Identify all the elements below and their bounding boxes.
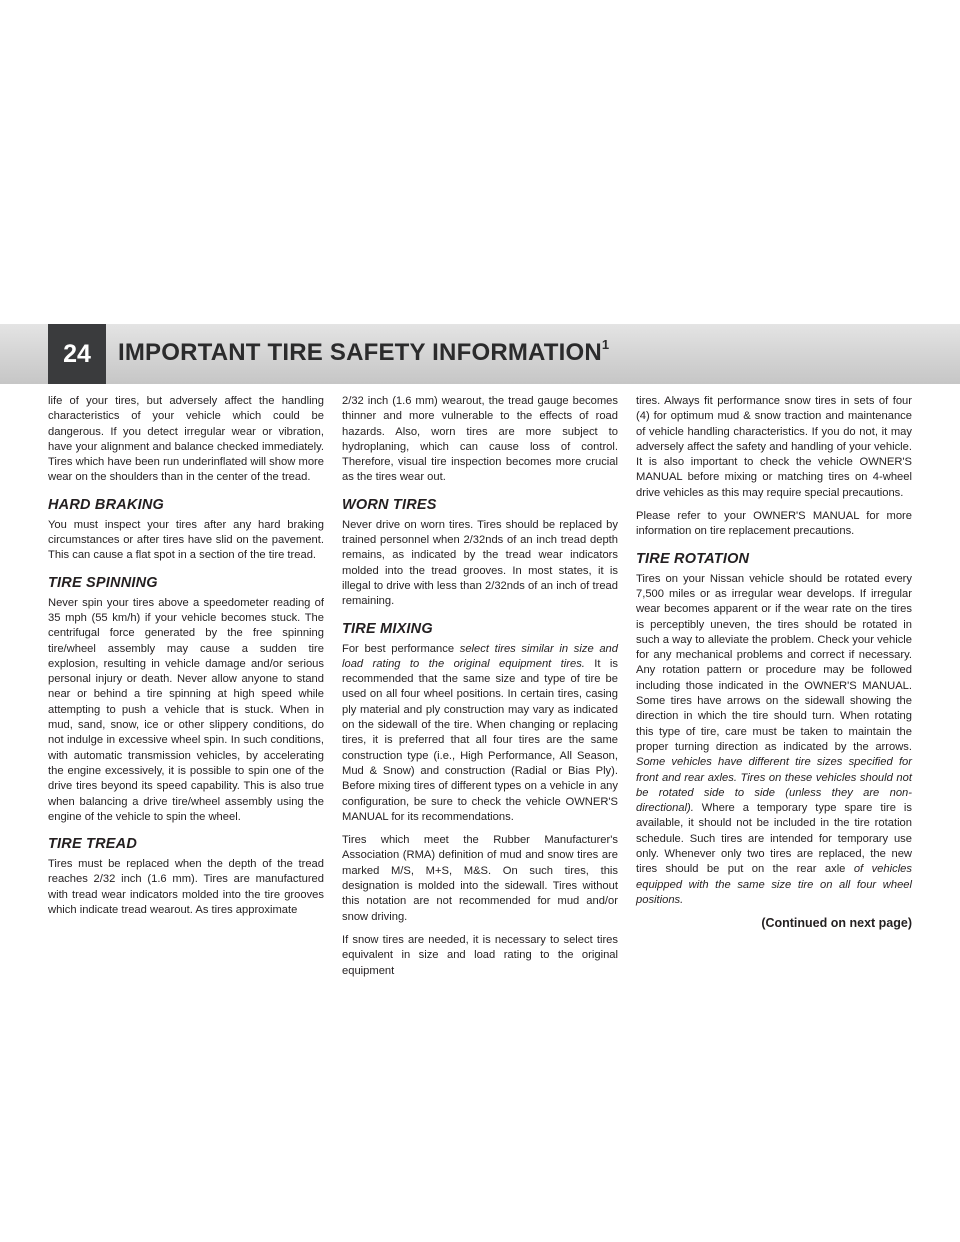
column-2	[342, 394, 618, 987]
tire-mixing-paragraph	[342, 642, 618, 826]
page-title	[118, 339, 609, 367]
tire-mixing-emphasis: select tires similar in size and load rating to the original equipment tires.	[342, 642, 618, 670]
heading-worn-tires: WORN TIRES	[342, 496, 437, 513]
tire-spinning-paragraph: Never spin your tires above a speedometer reading of 35 mph (55 km/h) if your vehicle becomes stuck. The centrifugal force generated by the free spinning tire/wheel assembly may cause a sudden tire explosion, resulting in vehicle damage and/or serious personal injury or death. Never allow anyone to stand near or behind a tire spinning at high speed while attempting to push a vehicle that is stuck. When in mud, sand, snow, ice or other slippery conditions, do not indulge in excessive wheel spin. In such conditions, with automatic transmission vehicles, by accelerating the engine excessively, it is possible to spin one of the drive tires beyond its speed capability. This is also true when balancing a drive tire/wheel assembly using the engine of the vehicle to spin the wheel.	[48, 596, 324, 823]
snow-tires-continued-paragraph: tires. Always fit performance snow tires in sets of four (4) for optimum mud & snow traction and maintenance of vehicle handling characteristics. If you do not, it may adversely affect the safety and handling of your vehicle. It is also important to check the vehicle OWNER'S MANUAL before mixing or matching tires on 4-wheel drive vehicles as this may require special precautions.	[636, 395, 912, 499]
wearout-paragraph: 2/32 inch (1.6 mm) wearout, the tread gauge becomes thinner and more vulnerable to the effects of road hazards. Also, worn tires are more subject to hydroplaning, which can cause loss of control. Therefore, visual tire inspection becomes more crucial as the tires wear out.	[342, 395, 618, 484]
heading-tire-spinning: TIRE SPINNING	[48, 574, 158, 591]
heading-tire-tread: TIRE TREAD	[48, 836, 137, 853]
tire-mixing-rest: It is recommended that the same size and type of tire be used on all four wheel positions. In certain tires, casing ply material and ply construction may vary as indicated on the sidewall of the tire. When changing or replacing tires, it is preferred that all four tires are the same construction type (i.e., High Performance, All Season, Mud & Snow) and construction (Radial or Bias Ply). Before mixing tires of different types on a vehicle in any configuration, be sure to check the vehicle OWNER'S MANUAL for its recommendations.	[342, 657, 618, 823]
rma-paragraph: Tires which meet the Rubber Manufacturer's Association (RMA) definition of mud and snow tires are marked M/S, M+S, M&S. On such tires, this designation is molded into the sidewall. Tires without this notation are not recommended for mud and/or snow driving.	[342, 834, 618, 923]
intro-paragraph: life of your tires, but adversely affect the handling characteristics of your vehicle which could be dangerous. If you detect irregular wear or vibration, have your alignment and balance checked immediately. Tires which have been run underinflated will show more wear on the shoulders than in the center of the tread.	[48, 395, 324, 484]
page-number: 24	[48, 324, 106, 384]
column-3	[636, 394, 912, 932]
refer-paragraph: Please refer to your OWNER'S MANUAL for more information on tire replacement precautions.	[636, 510, 912, 538]
worn-tires-paragraph: Never drive on worn tires. Tires should be replaced by trained personnel when 2/32nds of an inch tread depth remains, as indicated by the tread wear indicators molded into the tread grooves. In most states, it is illegal to drive with less than 2/32nds of an inch of tread remaining.	[342, 518, 618, 608]
heading-hard-braking: HARD BRAKING	[48, 496, 164, 513]
continued-notice: (Continued on next page)	[761, 916, 912, 931]
rotation-emphasis-2: of vehicles equipped with the same size tire on all four wheel positions.	[636, 863, 912, 906]
rotation-emphasis: Some vehicles have different tire sizes specified for front and rear axles. Tires on these vehicles should not be rotated side to side (unless they are non-directional).	[636, 756, 912, 815]
title-footnote-marker: 1	[601, 337, 610, 352]
page-title-text: IMPORTANT TIRE SAFETY INFORMATION	[118, 339, 602, 366]
snow-tires-paragraph: If snow tires are needed, it is necessary to select tires equivalent in size and load rating to the original equipment	[342, 933, 618, 977]
heading-tire-mixing: TIRE MIXING	[342, 620, 433, 637]
rotation-rest: Where a temporary type spare tire is available, it should not be included in the tire rotation schedule. Such tires are intended for temporary use only. Whenever only two tires are replaced, the new tires should be put on the rear axle	[636, 802, 912, 876]
tire-tread-paragraph: Tires must be replaced when the depth of the tread reaches 2/32 inch (1.6 mm). Tires are manufactured with tread wear indicators molded into the tire grooves which indicate tread wearout. As tires approximate	[48, 858, 324, 917]
rotation-text: Tires on your Nissan vehicle should be rotated every 7,500 miles or as irregular wear develops. If irregular wear becomes apparent or if the wear rate on the tires is perceptibly uneven, the tires should be rotated in such a way to alleviate the problem. Check your vehicle for any mechanical problems and correct if necessary. Any rotation pattern or procedure may be followed including those indicated in the OWNER'S MANUAL. Some tires have arrows on the sidewall showing the direction in which the tire should turn. When rotating this type of tire, care must be taken to maintain the proper turning direction as indicated by the arrows.	[636, 572, 912, 753]
column-1	[48, 394, 324, 926]
hard-braking-paragraph: You must inspect your tires after any hard braking circumstances or after tires have slid on the pavement. This can cause a flat spot in a section of the tire tread.	[48, 518, 324, 562]
tire-rotation-paragraph	[636, 572, 912, 909]
heading-tire-rotation: TIRE ROTATION	[636, 550, 750, 567]
tire-mixing-prefix: For best performance	[342, 642, 460, 655]
